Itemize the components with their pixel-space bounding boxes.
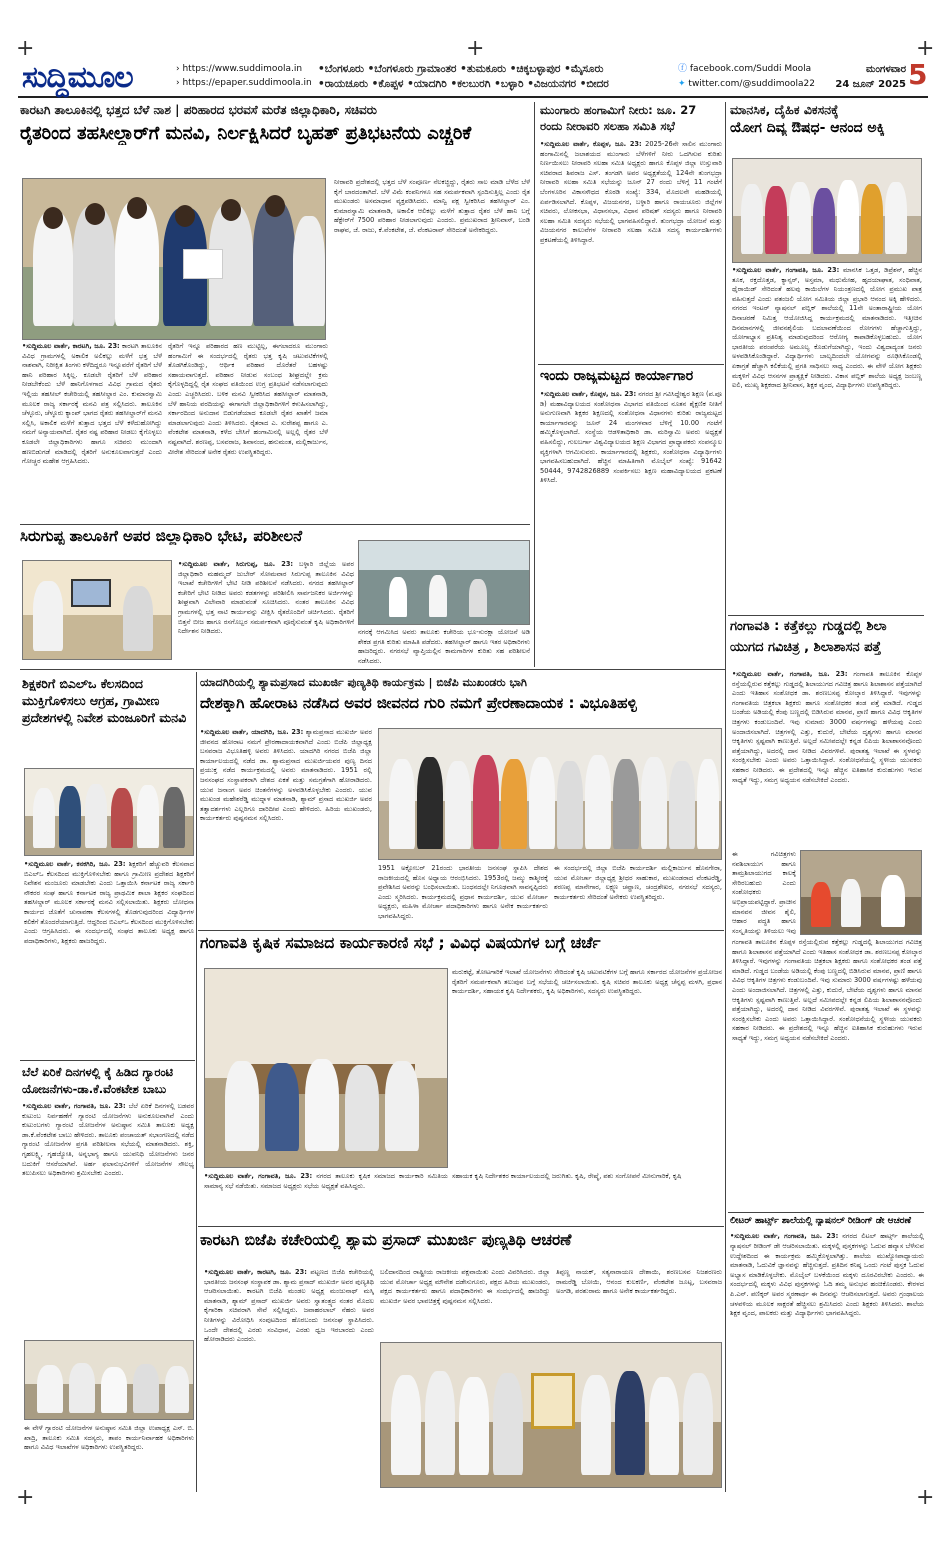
cities-line-2: •ರಾಯಚೂರು •ಕೊಪ್ಪಳ •ಯಾದಗಿರಿ •ಕಲಬುರಗಿ •ಬಳ್ಳಾರಿ •ವಿಜಯನಗರ •ಬೀದರ: [318, 78, 609, 90]
article-headline[interactable]: ಲೀಟರ್ ಹಾರ್ಟ್ಸ್ ಶಾಲೆಯಲ್ಲಿ ನ್ಯಾಷನಲ್ ರೀಡಿಂಗ್ ಡೇ ಆಚರಣೆ: [730, 1216, 912, 1226]
masthead: [18, 58, 928, 98]
facebook-link[interactable]: ⓕ facebook.com/Suddi Moola: [678, 64, 812, 74]
article-body: •ಸುದ್ದಿಮೂಲ ವಾರ್ತೆ, ಗಂಗಾವತಿ, ಜೂ. 23: ಬೆಲೆ ಏರಿಕೆ ದಿನಗಳಲ್ಲಿ ಬಡವರ ಕುಟುಂಬ ನಿರ್ವಹಣೆಗೆ ಗ್ಯಾರಂಟಿ ಯೋಜನೆಗಳು ಅನುಕೂಲವಾಗಿವೆ ಎಂದು ಕುಟುಂಬಗಳು ಗ್ಯಾರಂಟಿ ಯೋಜನೆಗಳ ಅನುಷ್ಠಾನ ಸಮಿತಿ ತಾಲೂಕು ಅಧ್ಯಕ್ಷ ಡಾ.ಕೆ.ವೆಂಕಟೇಶ ಬಾಬು ಹೇಳಿದರು. ತಾಲೂಕು ಪಂಚಾಯತ್ ಸಭಾಂಗಣದಲ್ಲಿ ನಡೆದ ಗ್ಯಾರಂಟಿ ಯೋಜನೆಗಳ ಪ್ರಗತಿ ಪರಿಶೀಲನಾ ಸಭೆಯಲ್ಲಿ ಮಾತನಾಡಿದರು. ಶಕ್ತಿ, ಗೃಹಲಕ್ಷ್ಮಿ, ಗೃಹಜ್ಯೋತಿ, ಅನ್ನಭಾಗ್ಯ ಹಾಗೂ ಯುವನಿಧಿ ಯೋಜನೆಗಳು ಜನರ ಬದುಕಿಗೆ ಆಸರೆಯಾಗಿವೆ. ಅರ್ಹ ಫಲಾನುಭವಿಗಳಿಗೆ ಯೋಜನೆಗಳ ಸೌಲಭ್ಯ ತಲುಪಿಸಲು ಅಧಿಕಾರಿಗಳು ಶ್ರಮಿಸಬೇಕು ಎಂದರು.: [22, 1102, 194, 1178]
section-rule: [20, 524, 530, 525]
article-photo-office-visit: [22, 560, 172, 660]
article-headline[interactable]: ಬೆಲೆ ಏರಿಕೆ ದಿನಗಳಲ್ಲಿ ಕೈ ಹಿಡಿದ ಗ್ಯಾರಂಟಿ ಯೋಜನೆಗಳು-ಡಾ.ಕೆ.ವೆಂಕಟೇಶ ಬಾಬು: [22, 1065, 174, 1096]
cities-line-1: •ಬೆಂಗಳೂರು •ಬೆಂಗಳೂರು ಗ್ರಾಮಾಂತರ •ತುಮಕೂರು •ಚಿಕ್ಕಬಳ್ಳಾಪುರ •ಮೈಸೂರು: [318, 63, 604, 75]
article-body: ಮರುಕಟ್ಟೆ, ತೋಟಗಾರಿಕೆ ಇಲಾಖೆ ಯೋಜನೆಗಳು ಸೇರಿದಂತೆ ಕೃಷಿ ಚಟುವಟಿಕೆಗಳ ಬಗ್ಗೆ ಹಾಗೂ ಸರ್ಕಾರದ ಯೋಜನೆಗಳ ಪ್ರಯೋಜನ ರೈತರಿಗೆ ಸಮರ್ಪಕವಾಗಿ ತಲುಪುವ ಬಗ್ಗೆ ಸಭೆಯಲ್ಲಿ ಚರ್ಚಿಸಲಾಯಿತು. ಕೃಷಿ ಸಚಿವರ ತಾಲೂಕು ಅಧ್ಯಕ್ಷ ಚೆನ್ನಪ್ಪ ಮಳಗಿ, ಪ್ರಧಾನ ಕಾರ್ಯದರ್ಶಿ, ಸಹಾಯಕ ಕೃಷಿ ನಿರ್ದೇಶಕರು, ಕೃಷಿ ಅಧಿಕಾರಿಗಳು, ಸದಸ್ಯರು ಉಪಸ್ಥಿತರಿದ್ದರು.: [452, 968, 722, 996]
article-body: 1951 ಅಕ್ಟೋಬರ್ 21ರಂದು ಭಾರತೀಯ ಜನಸಂಘ ಸ್ಥಾಪಿಸಿ ದೇಶದ ರಾಜಕೀಯದಲ್ಲಿ ಹೊಸ ಅಧ್ಯಾಯ ಆರಂಭಿಸಿದರು. 1953ರಲ್ಲಿ ಜಮ್ಮು ಕಾಶ್ಮೀರಕ್ಕೆ ಪ್ರವೇಶಿಸಿದ ಅವರನ್ನು ಬಂಧಿಸಲಾಯಿತು. ಬಂಧನದಲ್ಲೇ ನಿಗೂಢವಾಗಿ ಸಾವನ್ನಪ್ಪಿದರು ಎಂದು ಸ್ಮರಿಸಿದರು. ಕಾರ್ಯಕ್ರಮದಲ್ಲಿ ಪ್ರಧಾನ ಕಾರ್ಯದರ್ಶಿ, ಯುವ ಮೋರ್ಚಾ ಅಧ್ಯಕ್ಷರು, ಮಹಿಳಾ ಮೋರ್ಚಾ ಪದಾಧಿಕಾರಿಗಳು ಹಾಗೂ ಅನೇಕ ಕಾರ್ಯಕರ್ತರು ಭಾಗವಹಿಸಿದ್ದರು.: [378, 864, 548, 920]
section-rule: [538, 364, 724, 365]
article-workshop: [540, 368, 722, 663]
article-body: •ಸುದ್ದಿಮೂಲ ವಾರ್ತೆ, ಕಾರಟಗಿ, ಜೂ. 23: ಕಾರಟಗಿ ತಾಲೂಕಿನ ವಿವಿಧ ಗ್ರಾಮಗಳಲ್ಲಿ ಅಕಾಲಿಕ ಅಲಿಕಲ್ಲು ಮಳೆಗೆ ಭತ್ತ ಬೆಳೆ ನಾಶವಾಗಿ, ನಿರೀಕ್ಷಿತ ತಿಂಗಳು ಕಳೆದಿದ್ದರೂ ಇನ್ನೂವರೆಗೆ ರೈತರಿಗೆ ಬೆಳೆ ಹಾನಿ ಪರಿಹಾರ ಸಿಕ್ಕಿಲ್ಲ. ಕೂಡಲೇ ರೈತರಿಗೆ ಬೆಳೆ ಪರಿಹಾರ ನೀಡಬೇಕೆಂದು ಬೆಳೆ ಹಾನಿಗೊಳಗಾದ ವಿವಿಧ ಗ್ರಾಮದ ರೈತರು ಇಲ್ಲಿಯ ತಹಸೀಲ್ ಕಚೇರಿಯಲ್ಲಿ ತಹಸೀಲ್ದಾರ ಎಂ. ಕುಮಾರಸ್ವಾಮಿ ಮೂಲಕ ರಾಜ್ಯ ಸರ್ಕಾರಕ್ಕೆ ಮನವಿ ಪತ್ರ ಸಲ್ಲಿಸಿದರು. ತಾಲೂಕಿನ ಚೆಳ್ಳೂರು, ಚೆಳ್ಳೂರು ಕ್ಯಾಂಪ್ ಭಾಗದ ರೈತರು ತಹಸೀಲ್ದಾರ್‌ಗೆ ಮನವಿ ಸಲ್ಲಿಸಿ, ಅಕಾಲಿಕ ಮಳೆಗೆ ತುತ್ತಾದ ಭತ್ತದ ಬೆಳೆ ಕಳೆದುಹೋಗಿದ್ದು ನಮಗೆ ಅನ್ಯಾಯವಾಗಿದೆ. ರೈತರ ನಷ್ಟ ಪರಿಹಾರ ನೀಡಲು ಕೈಗೊಳ್ಳಲು ಕೂಡಲೇ ಜಿಲ್ಲಾಧಿಕಾರಿಗಳು ಹಾಗೂ ಸಚಿವರು ಮುಂದಾಗಿ ಹಣಬಿಡುಗಡೆ ಮಾಡಿದಲ್ಲಿ ರೈತರಿಗೆ ಅನುಕೂಲವಾಗುತ್ತದೆ ಎಂದು ಗೋಚ್ಚರ ಮಹೇಶ ಆಗ್ರಹಿಸಿದರು.: [22, 342, 162, 466]
article-headline-line-2: ಯುಗದ ಗವಿಚಿತ್ರ , ಶಿಲಾಶಾಸನ ಪತ್ತೆ: [730, 640, 881, 655]
issue-day: ಮಂಗಳವಾರ: [865, 64, 906, 75]
article-body: ಈ ಗವಿಚಿತ್ರಗಳು ನವಶಿಲಾಯುಗ ಹಾಗೂ ತಾಮ್ರಶಿಲಾಯುಗದ ಕಾಲಕ್ಕೆ ಸೇರಿರಬಹುದು ಎಂದು ಸಂಶೋಧಕರು ಅಭಿಪ್ರಾಯಪಟ್ಟಿದ್ದಾರೆ. ಪ್ರಾಚೀನ ಮಾನವನ ಜೀವನ ಶೈಲಿ, ಆಹಾರ ಪದ್ಧತಿ ಹಾಗೂ ಸಂಸ್ಕೃತಿಯನ್ನು ತಿಳಿಯಲು ಇವು: [732, 850, 796, 935]
article-irrigation-meeting: [540, 102, 722, 362]
registration-mark-top-right: +: [916, 36, 935, 61]
article-photo-paddy-field: [358, 540, 530, 625]
twitter-link[interactable]: ✦ twitter.com/@suddimoola22: [678, 79, 815, 89]
column-rule: [534, 102, 535, 667]
article-kicker: ಮಾನಸಿಕ, ದೈಹಿಕ ವಿಕಸನಕ್ಕೆ: [730, 102, 839, 117]
website-links: [176, 62, 312, 90]
article-headline[interactable]: ರೈತರಿಂದ ತಹಸೀಲ್ದಾರ್‌ಗೆ ಮನವಿ, ನಿರ್ಲಕ್ಷಿಸಿದರೆ ಬೃಹತ್ ಪ್ರತಿಭಟನೆಯ ಎಚ್ಚರಿಕೆ: [20, 124, 472, 144]
article-body: ತಿಪ್ಪಣ್ಣ ನಾಯಕ್, ಸತ್ಯನಾರಾಯಣ ದೇಶಾಯಿ, ಶರಣಬಸವ ನಿಜಶರಣರು ರಾಮರೆಡ್ಡಿ ಬೋಯಿ, ಆನಂದ ಕುಲಕರ್ಣಿ, ವೆಂಕಟೇಶ ಜೂಟ್ಲ, ಬಸವರಾಜ ಅಂಗಡಿ, ಪರಶುರಾಮ ಹಾಗೂ ಅನೇಕ ಕಾರ್ಯಕರ್ತರಿದ್ದರು.: [556, 1268, 722, 1296]
article-photo-tribute: [380, 1342, 722, 1488]
section-rule: [20, 669, 725, 670]
article-body: ಈ ಸಂದರ್ಭದಲ್ಲಿ ಜಿಲ್ಲಾ ಬಿಜೆಪಿ ಕಾರ್ಯದರ್ಶಿ ಮಲ್ಲಿಕಾರ್ಜುನ ಹೊನಗೇರಾ, ಯುವ ಮೋರ್ಚಾ ಜಿಲ್ಲಾಧ್ಯಕ್ಷ ಶ್ರೀಧರ ಸಾಹುಕಾರ, ಮುಖಂಡರಾದ ವೆಂಕಟರೆಡ್ಡಿ, ಶರಣಪ್ಪ ಮಾನೇಗಾರ, ಲಕ್ಷ್ಮಣ ಚವ್ಹಾಣ, ಚಂದ್ರಶೇಖರ, ನಗರಸಭೆ ಸದಸ್ಯರು, ಕಾರ್ಯಕರ್ತರು ಸೇರಿದಂತೆ ಅನೇಕರು ಉಪಸ್ಥಿತರಿದ್ದರು.: [554, 864, 722, 901]
article-photo-guarantee-meeting: [24, 1340, 194, 1420]
registration-mark-top-center: +: [466, 36, 485, 61]
article-headline[interactable]: ಗಂಗಾವತಿ : ಕತ್ತೆಕಲ್ಲು ಗುಡ್ಡದಲ್ಲಿ ಶಿಲಾ: [730, 620, 887, 634]
social-links: [678, 62, 815, 92]
column-rule: [725, 102, 726, 1492]
article-photo-samaj-meeting: [204, 968, 448, 1168]
article-body: •ಸುದ್ದಿಮೂಲ ವಾರ್ತೆ, ಕಾರಟಗಿ, ಜೂ. 23: ಪಟ್ಟಣದ ಬಿಜೆಪಿ ಕಚೇರಿಯಲ್ಲಿ ಭಾರತೀಯ ಜನಸಂಘ ಸಂಸ್ಥಾಪಕ ಡಾ. ಶ್ಯಾಮ ಪ್ರಸಾದ್ ಮುಖರ್ಜಿ ಅವರ ಪುಣ್ಯತಿಥಿ ಆಚರಿಸಲಾಯಿತು. ಕಾರಟಗಿ ಬಿಜೆಪಿ ಮಂಡಲ ಅಧ್ಯಕ್ಷ ಮಂಜುನಾಥ್ ಮಸ್ಕಿ ಮಾತನಾಡಿ, ಶ್ಯಾಮ್ ಪ್ರಸಾದ್ ಮುಖರ್ಜಿ ಅವರು ಸ್ವಾತಂತ್ರ್ಯದ ನಂತರ ಮೊದಲ ಕೈಗಾರಿಕಾ ಸಚಿವರಾಗಿ ಸೇವೆ ಸಲ್ಲಿಸಿದ್ದರು. ಜವಾಹರಲಾಲ್ ನೆಹರು ಅವರ ನೀತಿಗಳನ್ನು ವಿರೋಧಿಸಿ ಸಂಪುಟದಿಂದ ಹೊರಬಂದು ಜನಸಂಘ ಸ್ಥಾಪಿಸಿದರು. ಒಂದೇ ದೇಶದಲ್ಲಿ ಎರಡು ಸಂವಿಧಾನ, ಎರಡು ಧ್ವಜ ಇರಬಾರದು ಎಂದು ಹೋರಾಡಿದರು ಎಂದರು.: [204, 1268, 374, 1344]
article-body: ಈ ವೇಳೆ ಗ್ಯಾರಂಟಿ ಯೋಜನೆಗಳ ಅನುಷ್ಠಾನ ಸಮಿತಿ ಜಿಲ್ಲಾ ಉಪಾಧ್ಯಕ್ಷ ಎಸ್. ಬಿ. ಖಾದ್ರಿ, ತಾಲೂಕು ಸಮಿತಿ ಸದಸ್ಯರು, ತಾಪಂ ಕಾರ್ಯನಿರ್ವಾಹಕ ಅಧಿಕಾರಿಗಳು ಹಾಗೂ ವಿವಿಧ ಇಲಾಖೆಗಳ ಅಧಿಕಾರಿಗಳು ಉಪಸ್ಥಿತರಿದ್ದರು.: [24, 1424, 194, 1452]
article-body: •ಸುದ್ದಿಮೂಲ ವಾರ್ತೆ, ಕೊಪ್ಪಳ, ಜೂ. 23: 2025-26ನೇ ಸಾಲಿನ ಮುಂಗಾರು ಹಂಗಾಮಿನಲ್ಲಿ ಜಲಾಶಯದ ಮುಂಗಾರು ಬೆಳೆಗಳಿಗೆ ನೀರು ಒದಗಿಸುವ ಕುರಿತು ನಿರ್ಣಯಿಸಲು ನೀರಾವರಿ ಸಲಹಾ ಸಮಿತಿ ಅಧ್ಯಕ್ಷರು ಹಾಗೂ ಕೊಪ್ಪಳ ಜಿಲ್ಲಾ ಉಸ್ತುವಾರಿ ಸಚಿವರಾದ ಶಿವರಾಜ ಎಸ್. ತಂಗಡಗಿ ಅವರ ಅಧ್ಯಕ್ಷತೆಯಲ್ಲಿ 124ನೇ ತುಂಗಭದ್ರಾ ನೀರಾವರಿ ಸಲಹಾ ಸಮಿತಿ ಸಭೆಯನ್ನು ಜೂನ್ 27 ರಂದು ಬೆಳಿಗ್ಗೆ 11 ಗಂಟೆಗೆ ಬೆಂಗಳೂರಿನ ವಿಕಾಸಸೌಧದ ಕೊಠಡಿ ಸಂಖ್ಯೆ: 334, ಮೊದಲನೇ ಮಹಡಿಯಲ್ಲಿ ಏರ್ಪಡಿಸಲಾಗಿದೆ. ಕೊಪ್ಪಳ, ವಿಜಯನಗರ, ಬಳ್ಳಾರಿ ಹಾಗೂ ರಾಯಚೂರು ಜಿಲ್ಲೆಗಳ ಸಚಿವರು, ಲೋಕಸಭಾ, ವಿಧಾನಸಭಾ, ವಿಧಾನ ಪರಿಷತ್ ಸದಸ್ಯರು ಹಾಗೂ ನೀರಾವರಿ ಸಲಹಾ ಸಮಿತಿ ಸದಸ್ಯರು ಸಭೆಯಲ್ಲಿ ಭಾಗವಹಿಸಲಿದ್ದಾರೆ. ತುಂಗಭದ್ರಾ ಯೋಜನೆ ಮತ್ತು ವಿಜಯನಗರ ಕಾಲುವೆಗಳ ನೀರಾವರಿ ಸಲಹಾ ಸಮಿತಿ ಸದಸ್ಯ ಕಾರ್ಯದರ್ಶಿಗಳು ಪ್ರಕಟಣೆಯಲ್ಲಿ ತಿಳಿಸಿದ್ದಾರೆ.: [540, 140, 722, 244]
article-body: •ಸುದ್ದಿಮೂಲ ವಾರ್ತೆ, ಕನಕಗಿರಿ, ಜೂ. 23: ಶಿಕ್ಷಕರಿಗೆ ಹೆಚ್ಚುವರಿ ಕೆಲಸವಾದ ಬಿಎಲ್‌ಒ ಕೆಲಸದಿಂದ ಮುಕ್ತಿಗೊಳಿಸಬೇಕು ಹಾಗೂ ಗ್ರಾಮೀಣ ಪ್ರದೇಶದ ಶಿಕ್ಷಕರಿಗೆ ನಿವೇಶನ ಮಂಜೂರು ಮಾಡಬೇಕು ಎಂದು ಒತ್ತಾಯಿಸಿ ಕರ್ನಾಟಕ ರಾಜ್ಯ ಸರ್ಕಾರಿ ನೌಕರರ ಸಂಘ ಹಾಗೂ ಕರ್ನಾಟಕ ರಾಜ್ಯ ಪ್ರಾಥಮಿಕ ಶಾಲಾ ಶಿಕ್ಷಕರ ಸಂಘದಿಂದ ತಹಸೀಲ್ದಾರ್ ಮೂಲಕ ಸರ್ಕಾರಕ್ಕೆ ಮನವಿ ಸಲ್ಲಿಸಲಾಯಿತು. ಶಿಕ್ಷಕರು ಬೋಧನಾ ಕಾರ್ಯದ ಜೊತೆಗೆ ಚುನಾವಣಾ ಕೆಲಸಗಳಲ್ಲಿ ತೊಡಗುವುದರಿಂದ ವಿದ್ಯಾರ್ಥಿಗಳ ಕಲಿಕೆಗೆ ತೊಂದರೆಯಾಗುತ್ತಿದೆ. ಆದ್ದರಿಂದ ಬಿಎಲ್‌ಒ ಕೆಲಸದಿಂದ ಮುಕ್ತಿಗೊಳಿಸಬೇಕು ಎಂದು ಆಗ್ರಹಿಸಿದರು. ಈ ಸಂದರ್ಭದಲ್ಲಿ ಸಂಘದ ತಾಲೂಕು ಅಧ್ಯಕ್ಷ ಹಾಗೂ ಪದಾಧಿಕಾರಿಗಳು, ಶಿಕ್ಷಕರು ಹಾಜರಿದ್ದರು.: [24, 860, 194, 945]
article-body: •ಸುದ್ದಿಮೂಲ ವಾರ್ತೆ, ಗಂಗಾವತಿ, ಜೂ. 23: ನಗರದ ಲಿಟಲ್ ಹಾರ್ಟ್ಸ್ ಶಾಲೆಯಲ್ಲಿ ನ್ಯಾಷನಲ್ ರೀಡಿಂಗ್ ಡೇ ಆಚರಿಸಲಾಯಿತು. ಮಕ್ಕಳಲ್ಲಿ ಪುಸ್ತಕಗಳನ್ನು ಓದುವ ಹವ್ಯಾಸ ಬೆಳೆಸುವ ಉದ್ದೇಶದಿಂದ ಈ ಕಾರ್ಯಕ್ರಮ ಹಮ್ಮಿಕೊಳ್ಳಲಾಗಿತ್ತು. ಶಾಲೆಯ ಮುಖ್ಯೋಪಾಧ್ಯಾಯರು ಮಾತನಾಡಿ, ಓದುವಿಕೆ ಜ್ಞಾನವನ್ನು ಹೆಚ್ಚಿಸುತ್ತದೆ. ಪ್ರತಿದಿನ ಕನಿಷ್ಠ ಒಂದು ಗಂಟೆ ಪುಸ್ತಕ ಓದುವ ಅಭ್ಯಾಸ ಮಾಡಿಕೊಳ್ಳಬೇಕು. ಮೊಬೈಲ್ ಬಳಕೆಯಿಂದ ಮಕ್ಕಳು ದೂರವಿರಬೇಕು ಎಂದರು. ಈ ಸಂದರ್ಭದಲ್ಲಿ ಮಕ್ಕಳು ವಿವಿಧ ಪುಸ್ತಕಗಳನ್ನು ಓದಿ ತಮ್ಮ ಅನುಭವ ಹಂಚಿಕೊಂಡರು. ಕೇರಳದ ಪಿ.ಎನ್. ಪಣಿಕ್ಕರ್ ಅವರ ಸ್ಮರಣಾರ್ಥ ಈ ದಿನವನ್ನು ಆಚರಿಸಲಾಗುತ್ತದೆ. ಅವರು ಗ್ರಂಥಾಲಯ ಚಳವಳಿಯ ಮೂಲಕ ಸಾಕ್ಷರತೆ ಹೆಚ್ಚಿಸಲು ಶ್ರಮಿಸಿದರು ಎಂದು ಶಿಕ್ಷಕರು ತಿಳಿಸಿದರು. ಶಾಲೆಯ ಶಿಕ್ಷಕ ವೃಂದ, ಪಾಲಕರು ಮತ್ತು ವಿದ್ಯಾರ್ಥಿಗಳು ಭಾಗವಹಿಸಿದ್ದರು.: [730, 1232, 924, 1318]
article-body: ರೈತರಿಗೆ ಇನ್ನೂ ಪರಿಹಾರದ ಹಣ ಮುಟ್ಟಿಲ್ಲ, ಈಗಲಾದರೂ ಮುಂಗಾರು ಹಂಗಾಮಿಗೆ ಈ ಸಂದರ್ಭದಲ್ಲಿ ರೈತರು ಭತ್ತ ಕೃಷಿ ಚಟುವಟಿಕೆಗಳಲ್ಲಿ ತೊಡಗಿಕೊಂಡಿದ್ದು, ಆರ್ಥಿಕ ಪರಿಹಾರ ದೊರೆತರೆ ಬಹಳಷ್ಟು ಸಹಾಯವಾಗುತ್ತದೆ. ಪರಿಹಾರ ನೀಡುವ ಸಂಬಂಧ ಶೀಘ್ರದಲ್ಲೇ ಕ್ರಮ ಕೈಗೊಳ್ಳದಿದ್ದಲ್ಲಿ ರೈತ ಸಂಘದ ವತಿಯಿಂದ ಉಗ್ರ ಪ್ರತಿಭಟನೆ ನಡೆಸಲಾಗುವುದು ಎಂದು ಎಚ್ಚರಿಸಿದರು. ಬಳಿಕ ಮನವಿ ಸ್ವೀಕರಿಸಿದ ತಹಸೀಲ್ದಾರ್ ಮಾತನಾಡಿ, ಬೆಳೆ ಹಾನಿಯ ವರದಿಯನ್ನು ಈಗಾಗಲೇ ಜಿಲ್ಲಾಧಿಕಾರಿಗಳಿಗೆ ಕಳುಹಿಸಲಾಗಿದ್ದು, ಸರ್ಕಾರದಿಂದ ಅನುದಾನ ಬಿಡುಗಡೆಯಾದ ಕೂಡಲೇ ರೈತರ ಖಾತೆಗೆ ಜಮಾ ಮಾಡಲಾಗುವುದು ಎಂದು ತಿಳಿಸಿದರು. ರೈತರಾದ ಎ. ಸುರೇಶಪ್ಪ ಹಾಗೂ ಎ. ವೆಂಕಟೇಶ ಮಾತನಾಡಿ, ಕಳೆದ ಬೇಸಿಗೆ ಹಂಗಾಮಿನಲ್ಲಿ ಅಲ್ಲಲ್ಲಿ ರೈತರ ಬೆಳೆ ನಷ್ಟವಾಗಿದೆ. ಶರಣಪ್ಪ, ಬಸವರಾಜ, ಶಿವಾನಂದ, ಹನುಮಂತ, ಮಲ್ಲಿಕಾರ್ಜುನ, ವೀರೇಶ ಸೇರಿದಂತೆ ಅನೇಕ ರೈತರು ಉಪಸ್ಥಿತರಿದ್ದರು.: [168, 342, 328, 456]
section-rule: [728, 615, 924, 616]
section-rule: [198, 930, 724, 931]
article-headline[interactable]: ಯೋಗ ದಿವ್ಯ ಔಷಧ- ಆನಂದ ಅಕ್ಕಿ: [730, 120, 885, 136]
article-body: ನಗರಕ್ಕೆ ಆಗಮಿಸಿದ ಅವರು ತಾಲೂಕು ಕಚೇರಿಯ ಭೂ-ಸುರಕ್ಷಾ ಯೋಜನೆ ಅಡಿ ಶೇಕಡ ಪ್ರಗತಿ ಕುರಿತು ಮಾಹಿತಿ ಪಡೆದರು. ತಹಸೀಲ್ದಾರ್ ಹಾಗೂ ಇತರ ಅಧಿಕಾರಿಗಳು ಹಾಜರಿದ್ದರು. ನಗರಸಭೆ ವ್ಯಾಪ್ತಿಯಲ್ಲಿನ ಕಾಮಗಾರಿಗಳ ಕುರಿತು ಸಹ ಪರಿಶೀಲನೆ ನಡೆಸಿದರು.: [358, 628, 530, 665]
edition-cities: [318, 62, 609, 92]
article-reading-day: [730, 1216, 924, 1488]
article-photo-farmers: [22, 178, 326, 340]
article-headline[interactable]: ಶಿಕ್ಷಕರಿಗೆ ಬಿಎಲ್‌ಒ ಕೆಲಸದಿಂದ ಮುಕ್ತಿಗೊಳಿಸಲು ಆಗ್ರಹ, ಗ್ರಾಮೀಣ ಪ್ರದೇಶಗಳಲ್ಲಿ ನಿವೇಶ ಮಂಜೂರಿಗೆ ಮನವಿ: [22, 676, 187, 725]
registration-mark-bottom-right: +: [916, 1485, 935, 1510]
page-number: 5: [908, 58, 928, 91]
article-body: ಗಂಗಾವತಿ ತಾಲೂಕಿನ ಕೊಪ್ಪಳ ರಸ್ತೆಯಲ್ಲಿರುವ ಕತ್ತೆಕಲ್ಲು ಗುಡ್ಡದಲ್ಲಿ ಶಿಲಾಯುಗದ ಗವಿಚಿತ್ರ ಹಾಗೂ ಶಿಲಾಶಾಸನ ಪತ್ತೆಯಾಗಿದೆ ಎಂದು ಇತಿಹಾಸ ಸಂಶೋಧಕ ಡಾ. ಶರಣಬಸಪ್ಪ ಕೋಲ್ಕಾರ ತಿಳಿಸಿದ್ದಾರೆ. ಇವುಗಳನ್ನು ಗಂಗಾವತಿಯ ಚಿತ್ರಕಲಾ ಶಿಕ್ಷಕರು ಹಾಗೂ ಸಂಶೋಧಕರ ತಂಡ ಪತ್ತೆ ಮಾಡಿದೆ. ಗುಡ್ಡದ ಬಂಡೆಯ ಅಡಿಯಲ್ಲಿ ಕೆಂಪು ಬಣ್ಣದಲ್ಲಿ ಬಿಡಿಸಿರುವ ಮಾನವ, ಪ್ರಾಣಿ ಹಾಗೂ ವಿವಿಧ ಆಕೃತಿಗಳ ಚಿತ್ರಗಳು ಕಂಡುಬಂದಿವೆ. ಇವು ಸುಮಾರು 3000 ವರ್ಷಗಳಷ್ಟು ಹಳೆಯವು ಎಂದು ಅಂದಾಜಿಸಲಾಗಿದೆ. ಚಿತ್ರಗಳಲ್ಲಿ ಎತ್ತು, ಕುದುರೆ, ಬೇಟೆಯ ದೃಶ್ಯಗಳು ಹಾಗೂ ಮಾನವ ಆಕೃತಿಗಳು ಸ್ಪಷ್ಟವಾಗಿ ಕಾಣುತ್ತಿವೆ. ಅಲ್ಲದೆ ಸಮೀಪದಲ್ಲೇ ಕನ್ನಡ ಲಿಪಿಯ ಶಿಲಾಶಾಸನವೊಂದು ಪತ್ತೆಯಾಗಿದ್ದು, ಅದರಲ್ಲಿ ದಾನ ನೀಡಿದ ವಿವರಗಳಿವೆ. ಪುರಾತತ್ವ ಇಲಾಖೆ ಈ ಸ್ಥಳವನ್ನು ಸಂರಕ್ಷಿಸಬೇಕು ಎಂದು ಅವರು ಒತ್ತಾಯಿಸಿದ್ದಾರೆ. ಸಂಶೋಧನೆಯಲ್ಲಿ ಸ್ಥಳೀಯ ಯುವಕರು ಸಹಕಾರ ನೀಡಿದರು. ಈ ಪ್ರದೇಶದಲ್ಲಿ ಇನ್ನೂ ಹೆಚ್ಚಿನ ಐತಿಹಾಸಿಕ ಕುರುಹುಗಳು ಇರುವ ಸಾಧ್ಯತೆ ಇದ್ದು, ಸಮಗ್ರ ಅಧ್ಯಯನ ನಡೆಸಬೇಕಿದೆ ಎಂದರು.: [732, 938, 922, 1042]
article-photo-rock-art: [800, 850, 922, 935]
article-photo-memorandum: [24, 768, 194, 856]
article-body: ಬಲಿದಾನದಿಂದ ರಾಷ್ಟ್ರೀಯ ರಾಜಕೀಯ ಪಕ್ಷವಾಯಿತು ಎಂದು ವಿವರಿಸಿದರು. ಜಿಲ್ಲಾ ಯುವ ಮೋರ್ಚಾ ಅಧ್ಯಕ್ಷ ಮೌನೇಶ ದಡೇಸುಗೂರು, ಪಕ್ಷದ ಹಿರಿಯ ಮುಖಂಡರು, ಪಕ್ಷದ ಕಾರ್ಯಕರ್ತರು ಹಾಗೂ ಪದಾಧಿಕಾರಿಗಳು ಈ ಸಂದರ್ಭದಲ್ಲಿ ಹಾಜರಿದ್ದು ಮುಖರ್ಜಿ ಅವರ ಭಾವಚಿತ್ರಕ್ಕೆ ಪುಷ್ಪನಮನ ಸಲ್ಲಿಸಿದರು.: [380, 1268, 550, 1305]
article-body: •ಸುದ್ದಿಮೂಲ ವಾರ್ತೆ, ಯಾದಗಿರಿ, ಜೂ. 23: ಶ್ಯಾಮಪ್ರಸಾದ ಮುಖರ್ಜಿ ಅವರ ಜೀವನದ ಹೋರಾಟ ನಮಗೆ ಪ್ರೇರಣಾದಾಯಕವಾಗಿದೆ ಎಂದು ಬಿಜೆಪಿ ಜಿಲ್ಲಾಧ್ಯಕ್ಷ ಬಸವರಾಜ ವಿಭೂತಿಹಳ್ಳಿ ಅವರು ತಿಳಿಸಿದರು. ಯಾದಗಿರಿ ನಗರದ ಬಿಜೆಪಿ ಜಿಲ್ಲಾ ಕಾರ್ಯಾಲಯದಲ್ಲಿ ನಡೆದ ಡಾ. ಶ್ಯಾಮಪ್ರಸಾದ ಮುಖರ್ಜಿಯವರ ಪುಣ್ಯ ದಿನದ ಪ್ರಯುಕ್ತ ನಡೆದ ಕಾರ್ಯಕ್ರಮದಲ್ಲಿ ಅವರು ಮಾತನಾಡಿದರು. 1951 ರಲ್ಲಿ ಜನಸಂಘದ ಸಂಸ್ಥಾಪಕರಾಗಿ ದೇಶದ ಏಕತೆ ಮತ್ತು ಸಮಗ್ರತೆಗಾಗಿ ಹೋರಾಡಿದರು. ಯುವ ಜನಾಂಗ ಅವರ ಚಿಂತನೆಗಳನ್ನು ಅಳವಡಿಸಿಕೊಳ್ಳಬೇಕು ಎಂದರು. ಯುವ ಮುಖಂಡ ಮಹೇಶರೆಡ್ಡಿ ಮುದ್ನಾಳ ಮಾತನಾಡಿ, ಶ್ಯಾಮ್ ಪ್ರಸಾದ ಮುಖರ್ಜಿ ಅವರ ತತ್ವಾದರ್ಶಗಳು ಎಲ್ಲರಿಗೂ ದಾರಿದೀಪ ಎಂದು ಹೇಳಿದರು. ಹಿರಿಯ ಮುಖಂಡರು, ಕಾರ್ಯಕರ್ತರು ಪುಷ್ಪನಮನ ಸಲ್ಲಿಸಿದರು.: [200, 728, 372, 823]
article-body: •ಸುದ್ದಿಮೂಲ ವಾರ್ತೆ, ಕೊಪ್ಪಳ, ಜೂ. 23: ನಗರದ ಶ್ರೀ ಗವಿಸಿದ್ದೇಶ್ವರ ಶಿಕ್ಷಣ (ಪ.ಪೂ ಡಿ) ಮಹಾವಿದ್ಯಾಲಯದ ಸಂಶೋಧನಾ ವಿಭಾಗದ ವತಿಯಿಂದ ನೂತನ ಶೈಕ್ಷಣಿಕ ನೀತಿಗೆ ಅನುಗುಣವಾಗಿ ಶಿಕ್ಷಕರ ಶಿಕ್ಷಣದಲ್ಲಿ ಸಂಶೋಧನಾ ವಿಧಾನಗಳು ಕುರಿತು ರಾಜ್ಯಮಟ್ಟದ ಕಾರ್ಯಾಗಾರವನ್ನು ಜೂನ್ 24 ಮಂಗಳವಾರ ಬೆಳಿಗ್ಗೆ 10.00 ಗಂಟೆಗೆ ಹಮ್ಮಿಕೊಳ್ಳಲಾಗಿದೆ. ಸಂಸ್ಥೆಯ ಆಡಳಿತಾಧಿಕಾರಿ ಡಾ. ಮರಿಸ್ವಾಮಿ ಅವರು ಅಧ್ಯಕ್ಷತೆ ವಹಿಸಲಿದ್ದು, ಗುಲಬರ್ಗಾ ವಿಶ್ವವಿದ್ಯಾಲಯದ ಶಿಕ್ಷಣ ವಿಭಾಗದ ಪ್ರಾಧ್ಯಾಪಕರು ಸಂಪನ್ಮೂಲ ವ್ಯಕ್ತಿಗಳಾಗಿ ಆಗಮಿಸುವರು. ಕಾರ್ಯಾಗಾರದಲ್ಲಿ ಶಿಕ್ಷಕರು, ಸಂಶೋಧನಾ ವಿದ್ಯಾರ್ಥಿಗಳು ಭಾಗವಹಿಸಬಹುದಾಗಿದೆ. ಹೆಚ್ಚಿನ ಮಾಹಿತಿಗಾಗಿ ಮೊಬೈಲ್ ಸಂಖ್ಯೆ: 91642 50444, 9742826889 ಸಂಪರ್ಕಿಸಲು ಶಿಕ್ಷಣ ಮಹಾವಿದ್ಯಾಲಯದ ಪ್ರಕಟಣೆ ತಿಳಿಸಿದೆ.: [540, 390, 722, 485]
article-kicker: ಯಾದಗಿರಿಯಲ್ಲಿ ಶ್ಯಾಮಪ್ರಸಾದ ಮುಖರ್ಜಿ ಪುಣ್ಯತಿಥಿ ಕಾರ್ಯಕ್ರಮ | ಬಿಜೆಪಿ ಮುಖಂಡರು ಭಾಗಿ: [200, 676, 527, 689]
website-link[interactable]: › https://www.suddimoola.in: [176, 64, 303, 74]
article-headline[interactable]: ಕಾರಟಗಿ ಬಿಜೆಪಿ ಕಚೇರಿಯಲ್ಲಿ ಶ್ಯಾಮ ಪ್ರಸಾದ್ ಮುಖರ್ಜಿ ಪುಣ್ಯತಿಥಿ ಆಚರಣೆ: [200, 1232, 572, 1249]
newspaper-logo[interactable]: ಸುದ್ದಿಮೂಲ: [22, 60, 133, 95]
article-photo-yoga-day: [732, 158, 922, 263]
article-headline-line-2: ರಂದು ನೀರಾವರಿ ಸಲಹಾ ಸಮಿತಿ ಸಭೆ: [540, 119, 675, 133]
article-body: •ಸುದ್ದಿಮೂಲ ವಾರ್ತೆ, ಗಂಗಾವತಿ, ಜೂ. 23: ನಗರದ ತಾಲೂಕು ಕೃಷಿಕ ಸಮಾಜದ ಕಾರ್ಯಕಾರಿ ಸಮಿತಿಯ ಸಾಮಾನ್ಯ ಸಭೆ ನಡೆಯಿತು. ಸಮಾಜದ ಅಧ್ಯಕ್ಷರು ಸಭೆಯ ಅಧ್ಯಕ್ಷತೆ ವಹಿಸಿದ್ದರು.: [204, 1172, 448, 1190]
article-headline[interactable]: ಸಿರುಗುಪ್ಪ ತಾಲೂಕಿಗೆ ಅಪರ ಜಿಲ್ಲಾಧಿಕಾರಿ ಭೇಟಿ, ಪರಿಶೀಲನೆ: [20, 528, 303, 545]
article-body: ಸಹಾಯಕ ಕೃಷಿ ನಿರ್ದೇಶಕರ ಕಾರ್ಯಾಲಯದಲ್ಲಿ ಜರುಗಿತು. ಕೃಷಿ, ರೇಷ್ಮೆ, ಪಶು ಸಂಗೋಪನೆ ಮೀನುಗಾರಿಕೆ, ಕೃಷಿ: [452, 1172, 682, 1180]
article-body: ನೀರಾವರಿ ಪ್ರದೇಶದಲ್ಲಿ ಭತ್ತದ ಬೆಳೆ ಸಂಪೂರ್ಣ ನೆಲಕಚ್ಚಿದ್ದು, ರೈತರು ಸಾಲ ಮಾಡಿ ಬೆಳೆದ ಬೆಳೆ ಕೈಗೆ ಬಾರದಂತಾಗಿದೆ. ಬೆಳೆ ವಿಮೆ ಕಂಪನಿಗಳೂ ಸಹ ಸಮರ್ಪಕವಾಗಿ ಸ್ಪಂದಿಸುತ್ತಿಲ್ಲ ಎಂದು ರೈತ ಮುಖಂಡರು ಅಸಮಾಧಾನ ವ್ಯಕ್ತಪಡಿಸಿದರು. ಮಾನ್ವಿ ಪಕ್ಷ ಸ್ವೀಕರಿಸಿದ ತಹಸೀಲ್ದಾರ್ ಎಂ. ಕುಮಾರಸ್ವಾಮಿ ಮಾತನಾಡಿ, ಅಕಾಲಿಕ ಆಲಿಕಲ್ಲು ಮಳೆಗೆ ತುತ್ತಾದ ರೈತರ ಬೆಳೆ ಹಾನಿ ಬಗ್ಗೆ ಹೆಕ್ಟೇರ್‌ಗೆ 7500 ಪರಿಹಾರ ನೀಡಲಾಗುವುದು ಎಂದರು. ಪ್ರಮುಖರಾದ ಶ್ರೀನಿವಾಸ್, ಬಂಡಿ ರಾಘವ, ಜೆ. ರಾಜು, ಕೆ.ವೆಂಕಟೇಶ, ಜೆ. ವೆಂಕಟರಾವ್ ಸೇರಿದಂತೆ ಅನೇಕರಿದ್ದರು.: [334, 178, 530, 234]
twitter-icon: ✦: [678, 79, 686, 89]
article-headline[interactable]: ದೇಶಕ್ಕಾಗಿ ಹೋರಾಟ ನಡೆಸಿದ ಅವರ ಜೀವನದ ಗುರಿ ನಮಗೆ ಪ್ರೇರಣಾದಾಯಕ : ವಿಭೂತಿಹಳ್ಳಿ: [200, 695, 637, 712]
column-rule: [196, 672, 197, 1492]
epaper-link[interactable]: › https://epaper.suddimoola.in: [176, 78, 312, 88]
registration-mark-top-left: +: [16, 36, 35, 61]
article-photo-bjp-group: [378, 728, 722, 860]
article-headline[interactable]: ಇಂದು ರಾಜ್ಯಮಟ್ಟದ ಕಾರ್ಯಾಗಾರ: [540, 368, 694, 384]
section-rule: [20, 1060, 195, 1061]
article-headline[interactable]: ಗಂಗಾವತಿ ಕೃಷಿಕ ಸಮಾಜದ ಕಾರ್ಯಕಾರಣಿ ಸಭೆ ; ವಿವಿಧ ವಿಷಯಗಳ ಬಗ್ಗೆ ಚರ್ಚೆ: [200, 935, 601, 952]
article-body: •ಸುದ್ದಿಮೂಲ ವಾರ್ತೆ, ಗಂಗಾವತಿ, ಜೂ. 23: ಗಂಗಾವತಿ ತಾಲೂಕಿನ ಕೊಪ್ಪಳ ರಸ್ತೆಯಲ್ಲಿರುವ ಕತ್ತೆಕಲ್ಲು ಗುಡ್ಡದಲ್ಲಿ ಶಿಲಾಯುಗದ ಗವಿಚಿತ್ರ ಹಾಗೂ ಶಿಲಾಶಾಸನ ಪತ್ತೆಯಾಗಿದೆ ಎಂದು ಇತಿಹಾಸ ಸಂಶೋಧಕ ಡಾ. ಶರಣಬಸಪ್ಪ ಕೋಲ್ಕಾರ ತಿಳಿಸಿದ್ದಾರೆ. ಇವುಗಳನ್ನು ಗಂಗಾವತಿಯ ಚಿತ್ರಕಲಾ ಶಿಕ್ಷಕರು ಹಾಗೂ ಸಂಶೋಧಕರ ತಂಡ ಪತ್ತೆ ಮಾಡಿದೆ. ಗುಡ್ಡದ ಬಂಡೆಯ ಅಡಿಯಲ್ಲಿ ಕೆಂಪು ಬಣ್ಣದಲ್ಲಿ ಬಿಡಿಸಿರುವ ಮಾನವ, ಪ್ರಾಣಿ ಹಾಗೂ ವಿವಿಧ ಆಕೃತಿಗಳ ಚಿತ್ರಗಳು ಕಂಡುಬಂದಿವೆ. ಇವು ಸುಮಾರು 3000 ವರ್ಷಗಳಷ್ಟು ಹಳೆಯವು ಎಂದು ಅಂದಾಜಿಸಲಾಗಿದೆ. ಚಿತ್ರಗಳಲ್ಲಿ ಎತ್ತು, ಕುದುರೆ, ಬೇಟೆಯ ದೃಶ್ಯಗಳು ಹಾಗೂ ಮಾನವ ಆಕೃತಿಗಳು ಸ್ಪಷ್ಟವಾಗಿ ಕಾಣುತ್ತಿವೆ. ಅಲ್ಲದೆ ಸಮೀಪದಲ್ಲೇ ಕನ್ನಡ ಲಿಪಿಯ ಶಿಲಾಶಾಸನವೊಂದು ಪತ್ತೆಯಾಗಿದ್ದು, ಅದರಲ್ಲಿ ದಾನ ನೀಡಿದ ವಿವರಗಳಿವೆ. ಪುರಾತತ್ವ ಇಲಾಖೆ ಈ ಸ್ಥಳವನ್ನು ಸಂರಕ್ಷಿಸಬೇಕು ಎಂದು ಅವರು ಒತ್ತಾಯಿಸಿದ್ದಾರೆ. ಸಂಶೋಧನೆಯಲ್ಲಿ ಸ್ಥಳೀಯ ಯುವಕರು ಸಹಕಾರ ನೀಡಿದರು. ಈ ಪ್ರದೇಶದಲ್ಲಿ ಇನ್ನೂ ಹೆಚ್ಚಿನ ಐತಿಹಾಸಿಕ ಕುರುಹುಗಳು ಇರುವ ಸಾಧ್ಯತೆ ಇದ್ದು, ಸಮಗ್ರ ಅಧ್ಯಯನ ನಡೆಸಬೇಕಿದೆ ಎಂದರು.: [732, 670, 922, 784]
article-body: •ಸುದ್ದಿಮೂಲ ವಾರ್ತೆ, ಸಿರುಗುಪ್ಪ, ಜೂ. 23: ಬಳ್ಳಾರಿ ಜಿಲ್ಲೆಯ ಅಪರ ಜಿಲ್ಲಾಧಿಕಾರಿ ಮಹಮ್ಮದ್ ಜುಬೇರ್ ಸೋಮವಾರ ಸಿರುಗುಪ್ಪ ತಾಲೂಕಿನ ವಿವಿಧ ಇಲಾಖೆ ಕಚೇರಿಗಳಿಗೆ ಭೇಟಿ ನೀಡಿ ಪರಿಶೀಲನೆ ನಡೆಸಿದರು. ನಗರದ ತಹಸೀಲ್ದಾರ್ ಕಚೇರಿಗೆ ಭೇಟಿ ನೀಡಿದ ಅವರು ಕಡತಗಳನ್ನು ಪರಿಶೀಲಿಸಿ ಸಾರ್ವಜನಿಕರ ಅರ್ಜಿಗಳನ್ನು ಶೀಘ್ರವಾಗಿ ವಿಲೇವಾರಿ ಮಾಡುವಂತೆ ಸೂಚಿಸಿದರು. ನಂತರ ತಾಲೂಕಿನ ವಿವಿಧ ಗ್ರಾಮಗಳಲ್ಲಿ ಭತ್ತ ನಾಟಿ ಕಾರ್ಯವನ್ನು ವೀಕ್ಷಿಸಿ ರೈತರೊಂದಿಗೆ ಚರ್ಚಿಸಿದರು. ರೈತರಿಗೆ ಬಿತ್ತನೆ ಬೀಜ ಹಾಗೂ ರಸಗೊಬ್ಬರ ಸಮರ್ಪಕವಾಗಿ ಪೂರೈಸುವಂತೆ ಕೃಷಿ ಅಧಿಕಾರಿಗಳಿಗೆ ನಿರ್ದೇಶನ ನೀಡಿದರು.: [178, 560, 354, 636]
section-rule: [198, 1226, 724, 1227]
issue-date: [826, 62, 906, 92]
registration-mark-bottom-left: +: [16, 1485, 35, 1510]
facebook-icon: ⓕ: [678, 64, 688, 74]
section-rule: [728, 1212, 924, 1213]
article-headline[interactable]: ಮುಂಗಾರು ಹಂಗಾಮಿಗೆ ನೀರು: ಜೂ. 27: [540, 103, 697, 117]
article-kicker: ಕಾರಟಗಿ ತಾಲೂಕಿನಲ್ಲಿ ಭತ್ತದ ಬೆಳೆ ನಾಶ | ಪರಿಹಾರದ ಭರವಸೆ ಮರೆತ ಜಿಲ್ಲಾಧಿಕಾರಿ, ಸಚಿವರು: [20, 103, 377, 117]
issue-date-text: 24 ಜೂನ್ 2025: [835, 79, 906, 90]
article-body: •ಸುದ್ದಿಮೂಲ ವಾರ್ತೆ, ಗಂಗಾವತಿ, ಜೂ. 23: ಮಾನಸಿಕ ಒತ್ತಡ, ಡಿಪ್ರೆಶನ್, ಹೆಚ್ಚಿನ ತೂಕ, ರಕ್ತದೊತ್ತಡ, ಕ್ಯಾನ್ಸರ್, ಅಸ್ತಮಾ, ಮಧುಮೇಹ, ಹೃದಯಾಘಾತ, ಸಂಧಿವಾತ, ಥೈರಾಯಿಡ್ ಸೇರಿದಂತೆ ಹಲವು ಕಾಯಿಲೆಗಳ ನಿಯಂತ್ರಣದಲ್ಲಿ ಯೋಗ ಪ್ರಮುಖ ಪಾತ್ರ ವಹಿಸುತ್ತದೆ ಎಂದು ಪತಂಜಲಿ ಯೋಗ ಸಮಿತಿಯ ಜಿಲ್ಲಾ ಪ್ರಭಾರಿ ಆನಂದ ಅಕ್ಕಿ ಹೇಳಿದರು. ನಗರದ ಇಂಟರ್ ನ್ಯಾಷನಲ್ ಪಬ್ಲಿಕ್ ಶಾಲೆಯಲ್ಲಿ 11ನೇ ಅಂತಾರಾಷ್ಟ್ರೀಯ ಯೋಗ ದಿನಾಚರಣೆ ನಿಮಿತ್ತ ಆಯೋಜಿಸಿದ್ದ ಕಾರ್ಯಕ್ರಮದಲ್ಲಿ ಮಾತನಾಡಿದರು. ಇತ್ತೀಚಿನ ದಿನಮಾನಗಳಲ್ಲಿ ಜೀವನಶೈಲಿಯ ಬದಲಾವಣೆಯಿಂದ ರೋಗಗಳು ಹೆಚ್ಚಾಗುತ್ತಿದ್ದು, ಯೋಗಾಭ್ಯಾಸ ಪ್ರತಿನಿತ್ಯ ಮಾಡುವುದರಿಂದ ಆರೋಗ್ಯ ಕಾಪಾಡಿಕೊಳ್ಳಬಹುದು. ಯೋಗ ಭಾರತೀಯ ಪರಂಪರೆಯ ಅಮೂಲ್ಯ ಕೊಡುಗೆಯಾಗಿದ್ದು, ಇಂದು ವಿಶ್ವದಾದ್ಯಂತ ಜನರು ಅಳವಡಿಸಿಕೊಂಡಿದ್ದಾರೆ. ವಿದ್ಯಾರ್ಥಿಗಳು ಬಾಲ್ಯದಿಂದಲೇ ಯೋಗವನ್ನು ರೂಢಿಸಿಕೊಂಡಲ್ಲಿ ಏಕಾಗ್ರತೆ ಹೆಚ್ಚಾಗಿ ಕಲಿಕೆಯಲ್ಲಿ ಪ್ರಗತಿ ಸಾಧಿಸಲು ಸಾಧ್ಯ ಎಂದರು. ಈ ವೇಳೆ ಯೋಗ ಶಿಕ್ಷಕರು ಮಕ್ಕಳಿಗೆ ವಿವಿಧ ಆಸನಗಳ ಪ್ರಾತ್ಯಕ್ಷಿಕೆ ನೀಡಿದರು. ವಿಕಾಸ ಪಬ್ಲಿಕ್ ಶಾಲೆಯ ಅಧ್ಯಕ್ಷ ಜಂಬಣ್ಣ ಐಲಿ, ಮುಖ್ಯ ಶಿಕ್ಷಕರಾದ ಶ್ರೀನಿವಾಸ, ಶಿಕ್ಷಕ ವೃಂದ, ವಿದ್ಯಾರ್ಥಿಗಳು ಉಪಸ್ಥಿತರಿದ್ದರು.: [732, 266, 922, 390]
